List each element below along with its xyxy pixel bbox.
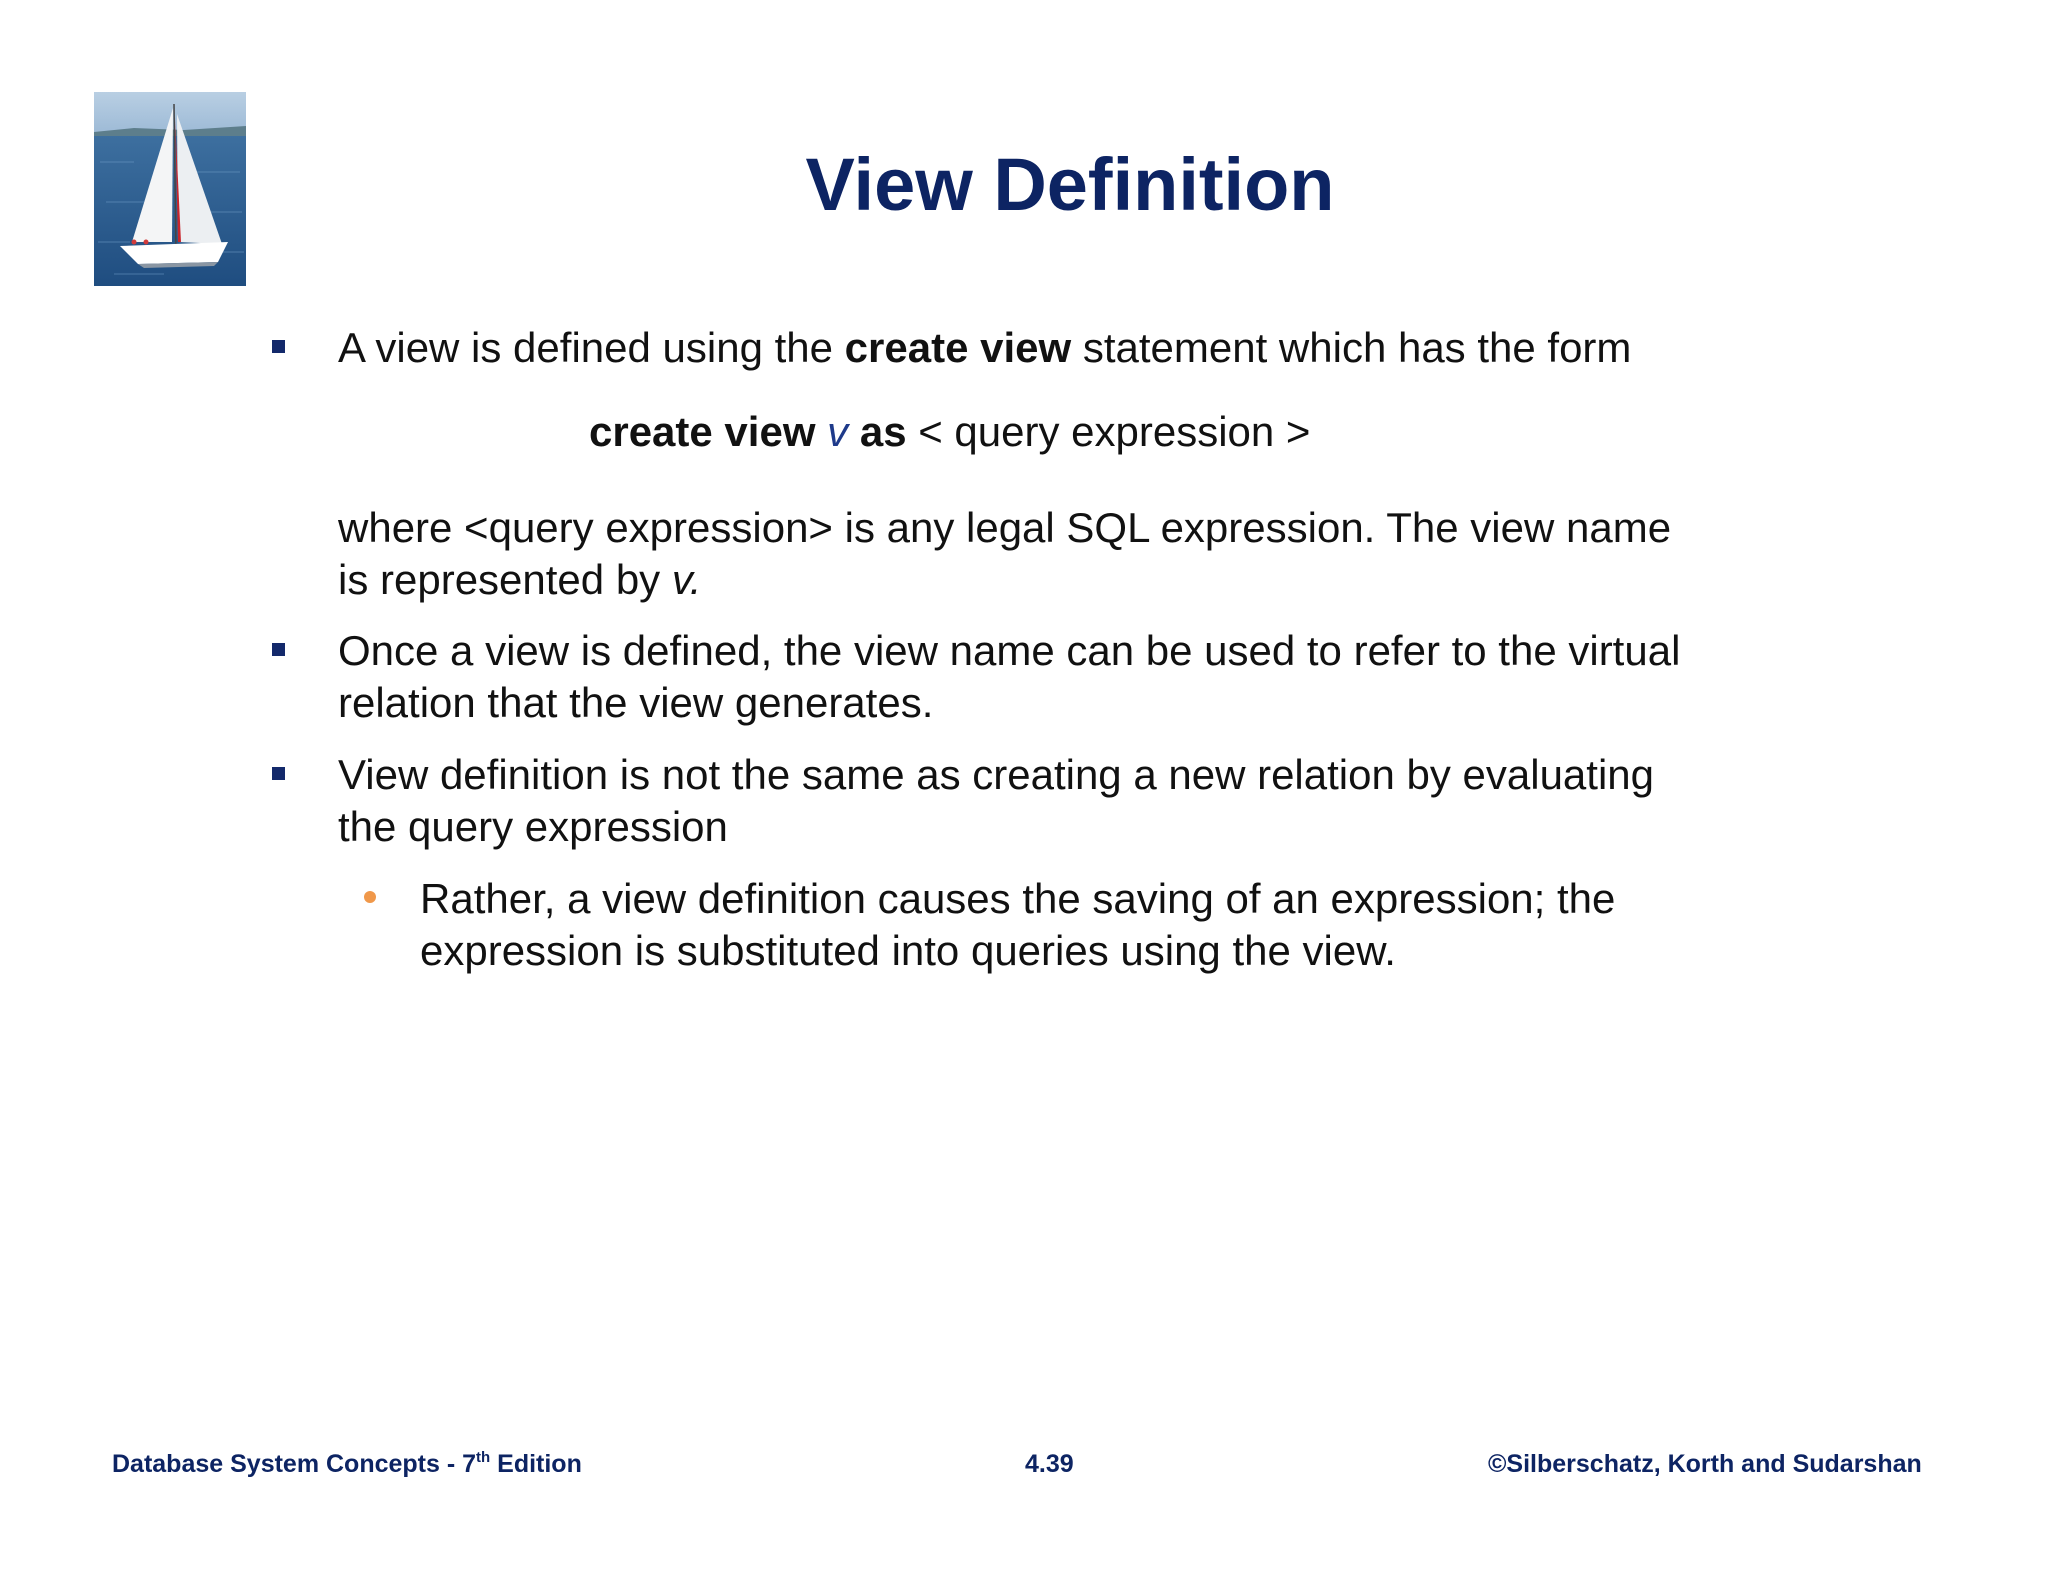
bullet-1-text: [338, 322, 1631, 374]
footer-book-title-text: Database System Concepts - 7: [112, 1450, 477, 1478]
syntax-keyword-as: as: [848, 408, 907, 455]
bullet-square-icon: [272, 340, 285, 353]
bullet-1-text-after: statement which has the form: [1071, 324, 1632, 371]
footer-slide-number: 4.39: [1025, 1450, 1074, 1478]
syntax-keyword-create-view: create view: [589, 408, 828, 455]
slide-title: View Definition: [805, 143, 1335, 226]
syntax-variable: v: [827, 408, 849, 455]
footer-edition-superscript: th: [476, 1449, 491, 1466]
bullet-square-icon: [272, 643, 285, 656]
footer-book-title: [112, 1450, 582, 1479]
where-line-2-text: is represented by: [338, 556, 672, 603]
subbullet-line-1: Rather, a view definition causes the saving of an expression; the: [420, 875, 1616, 922]
bullet-2-line-1: Once a view is defined, the view name can be used to refer to the virtual: [338, 627, 1681, 674]
bullet-3-line-2: the query expression: [338, 803, 728, 850]
bullet-2-line-2: relation that the view generates.: [338, 679, 934, 726]
footer-copyright: ©Silberschatz, Korth and Sudarshan: [1488, 1450, 1922, 1478]
bullet-1-keyword: create view: [844, 324, 1072, 371]
bullet-3-line-1: View definition is not the same as creating a new relation by evaluating: [338, 751, 1655, 798]
where-line-2: [338, 554, 701, 606]
where-line-2-variable: v.: [671, 556, 702, 603]
syntax-line: [589, 406, 1310, 458]
bullet-1-text-before: A view is defined using the: [338, 324, 845, 371]
where-line-1: where <query expression> is any legal SQL expression. The view name: [338, 504, 1672, 551]
footer-edition-text: Edition: [490, 1450, 582, 1478]
syntax-query-expression: < query expression >: [906, 408, 1311, 455]
subbullet-line-2: expression is substituted into queries using the view.: [420, 927, 1396, 974]
bullet-dot-icon: [364, 891, 376, 903]
bullet-square-icon: [272, 767, 285, 780]
